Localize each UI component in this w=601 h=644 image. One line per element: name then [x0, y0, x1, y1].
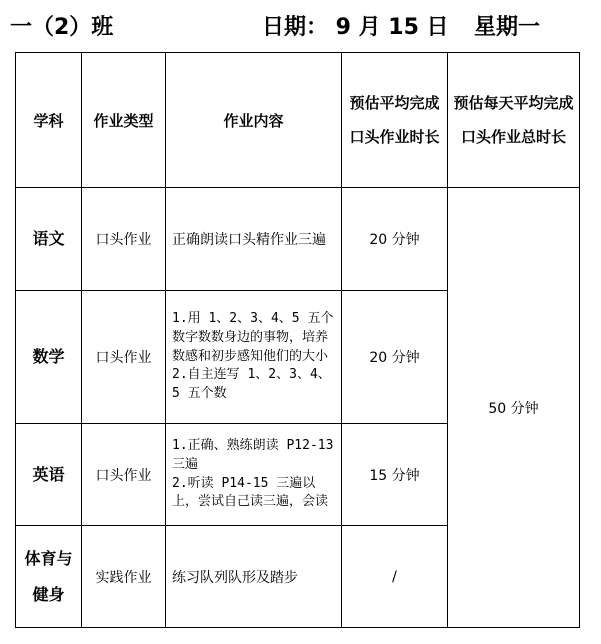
column-header-estimate: 预估平均完成口头作业时长	[342, 53, 448, 188]
subject-cell: 英语	[16, 424, 82, 526]
subject-cell: 数学	[16, 291, 82, 424]
time-cell: 20 分钟	[342, 188, 448, 291]
content-cell: 练习队列队形及踏步	[166, 526, 342, 628]
subject-cell: 语文	[16, 188, 82, 291]
weekday-label: 星期一	[474, 15, 541, 40]
column-header-subject: 学科	[16, 53, 82, 188]
type-cell: 口头作业	[82, 188, 166, 291]
date-label: 日期： 9 月 15 日	[262, 15, 449, 40]
table-row	[16, 188, 580, 291]
daily-total-cell: 50 分钟	[448, 188, 580, 628]
class-label: 一（2）班	[10, 15, 114, 40]
header-row	[16, 53, 580, 188]
homework-table	[15, 52, 580, 628]
subject-cell: 体育与健身	[16, 526, 82, 628]
page-header	[0, 6, 601, 42]
column-header-type: 作业类型	[82, 53, 166, 188]
time-cell: 15 分钟	[342, 424, 448, 526]
type-cell: 口头作业	[82, 424, 166, 526]
content-cell: 正确朗读口头精作业三遍	[166, 188, 342, 291]
content-cell: 1.正确、熟练朗读 P12-13 三遍 2.听读 P14-15 三遍以上，尝试自己读三遍，会读	[166, 424, 342, 526]
column-header-content: 作业内容	[166, 53, 342, 188]
time-cell: /	[342, 526, 448, 628]
time-cell: 20 分钟	[342, 291, 448, 424]
column-header-daily-total: 预估每天平均完成口头作业总时长	[448, 53, 580, 188]
type-cell: 口头作业	[82, 291, 166, 424]
type-cell: 实践作业	[82, 526, 166, 628]
content-cell: 1.用 1、2、3、4、5 五个数字数数身边的事物，培养数感和初步感知他们的大小 2.自主连写 1、2、3、4、5 五个数	[166, 291, 342, 424]
